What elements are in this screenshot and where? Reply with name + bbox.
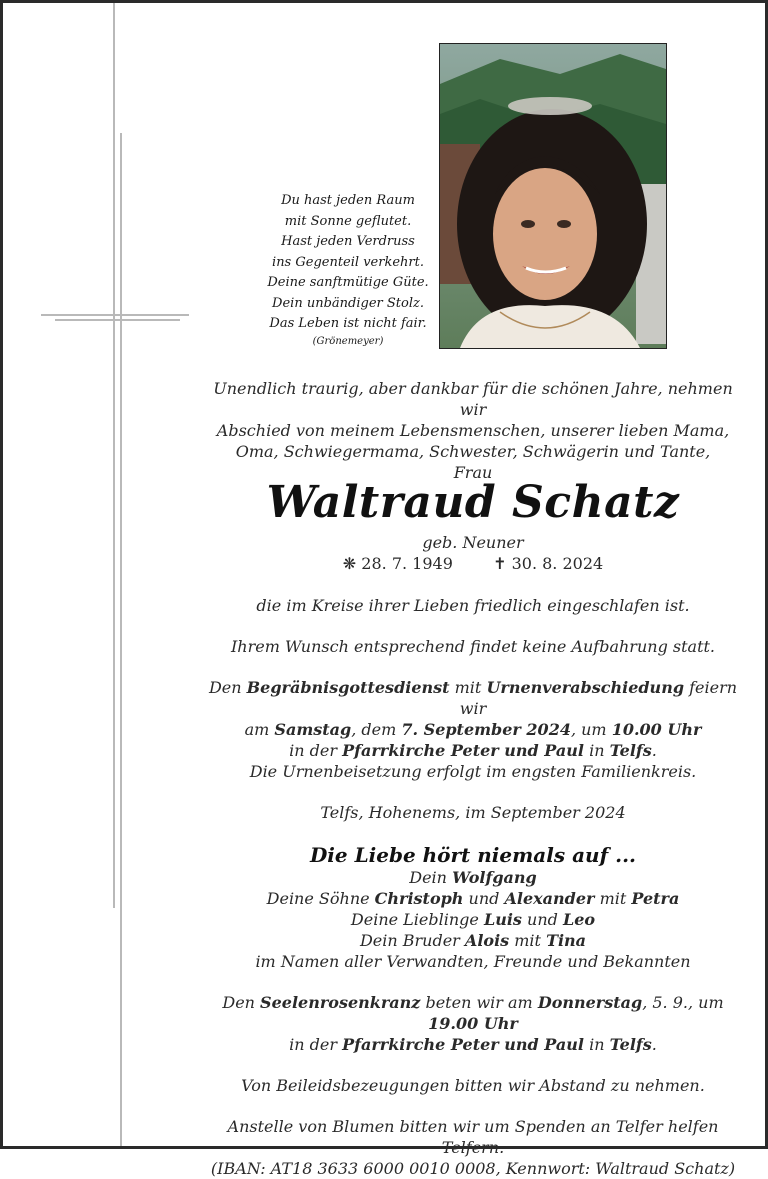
intro-line: Oma, Schwiegermama, Schwester, Schwägerin und Tante,	[235, 442, 711, 461]
portrait-photo	[439, 43, 667, 349]
quote-line: Dein unbändiger Stolz.	[272, 295, 424, 311]
quote-line: Du hast jeden Raum	[281, 193, 415, 208]
condolences-note: Von Beileidsbezeugungen bitten wir Abstand zu nehmen.	[241, 1076, 705, 1095]
cross-horizontal-line-2	[55, 319, 180, 321]
rosary-details: Den Seelenrosenkranz beten wir am Donnerstag, 5. 9., um 19.00 Uhr in der Pfarrkirche Peter und Paul in Telfs.	[222, 993, 724, 1054]
birth-icon: ❋	[342, 554, 357, 573]
memorial-quote	[243, 191, 453, 349]
deceased-name: Waltraud Schatz	[266, 477, 680, 528]
intro-line: Frau	[453, 463, 493, 482]
viewing-text: Ihrem Wunsch entsprechend findet keine Aufbahrung statt.	[230, 637, 716, 656]
life-dates	[203, 554, 743, 574]
funeral-details: Den Begräbnisgottesdienst mit Urnenverabschiedung feiern wir am Samstag, dem 7. September 2024, um 10.00 Uhr in der Pfarrkirche Peter und Paul in Telfs. Die Urnenbeisetzung erfolgt im engsten Familienkreis.	[208, 678, 738, 781]
cross-horizontal-line-1	[41, 314, 189, 316]
quote-line: Das Leben ist nicht fair.	[269, 316, 427, 331]
intro-text	[203, 378, 743, 483]
cross-icon: ✝	[493, 554, 507, 573]
intro-line: Abschied von meinem Lebensmenschen, unserer lieben Mama,	[216, 421, 730, 440]
intro-line: Unendlich traurig, aber dankbar für die schönen Jahre, nehmen wir	[213, 379, 733, 419]
death-date: 30. 8. 2024	[511, 554, 604, 573]
cross-vertical-line-2	[120, 133, 122, 1146]
motto: Die Liebe hört niemals auf ...	[309, 843, 637, 867]
quote-line: ins Gegenteil verkehrt.	[272, 254, 424, 270]
cross-vertical-line-1	[113, 3, 115, 908]
portrait-illustration	[440, 44, 666, 348]
passing-text: die im Kreise ihrer Lieben friedlich eingeschlafen ist.	[256, 596, 690, 615]
quote-line: Deine sanftmütige Güte.	[267, 275, 429, 290]
quote-line: Hast jeden Verdruss	[281, 234, 415, 249]
place-date: Telfs, Hohenems, im September 2024	[320, 803, 626, 822]
announcement-body	[203, 595, 743, 1179]
mourners-list: Die Liebe hört niemals auf ... Dein Wolfgang Deine Söhne Christoph und Alexander mit Petra Deine Lieblinge Luis und Leo Dein Bruder Alois mit Tina im Namen aller Verwandten, Freunde und Bekannten	[203, 843, 743, 972]
birth-date: 28. 7. 1949	[361, 554, 453, 573]
donation-note: Anstelle von Blumen bitten wir um Spenden an Telfer helfen Telfern. (IBAN: AT18 3633 6000 0010 0008, Kennwort: Waltraud Schatz)	[210, 1117, 736, 1178]
maiden-name: geb. Neuner	[422, 533, 524, 552]
quote-source: (Grönemeyer)	[312, 335, 384, 347]
quote-line: mit Sonne geflutet.	[284, 213, 412, 229]
